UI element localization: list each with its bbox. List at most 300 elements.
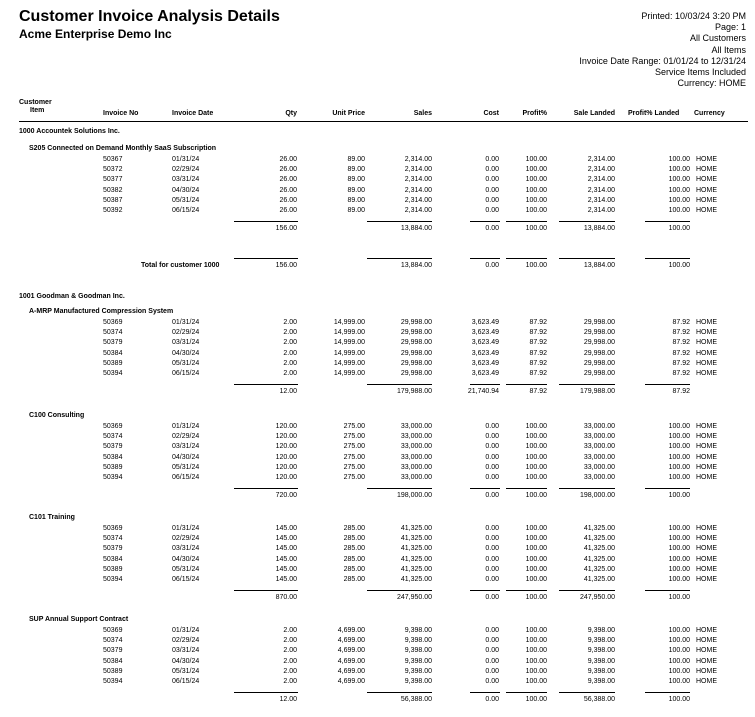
row-unit-price: 285.00 <box>343 556 365 563</box>
row-profit-pct: 100.00 <box>525 668 547 675</box>
row-profit-landed: 100.00 <box>668 443 690 450</box>
item-total-underline <box>470 488 500 489</box>
row-sales: 29,998.00 <box>400 370 432 377</box>
item-total-underline <box>470 692 500 693</box>
row-unit-price: 89.00 <box>347 166 365 173</box>
row-profit-pct: 87.92 <box>529 370 547 377</box>
row-sale-landed: 33,000.00 <box>583 474 615 481</box>
row-currency: HOME <box>696 556 717 563</box>
row-qty: 26.00 <box>279 207 297 214</box>
row-invoice-date: 01/31/24 <box>172 627 200 634</box>
row-invoice-no: 50384 <box>103 556 123 563</box>
item-name: SUP Annual Support Contract <box>29 616 129 623</box>
row-sales: 33,000.00 <box>400 474 432 481</box>
row-profit-landed: 100.00 <box>668 658 690 665</box>
row-invoice-date: 01/31/24 <box>172 319 200 326</box>
row-qty: 26.00 <box>279 166 297 173</box>
row-unit-price: 275.00 <box>343 433 365 440</box>
customer-total-profit-pct: 100.00 <box>525 262 547 269</box>
row-currency: HOME <box>696 576 717 583</box>
row-cost: 3,623.49 <box>471 370 499 377</box>
row-qty: 145.00 <box>275 556 297 563</box>
item-total-sales: 13,884.00 <box>400 225 432 232</box>
row-unit-price: 89.00 <box>347 176 365 183</box>
item-total-underline <box>645 590 690 591</box>
row-cost: 0.00 <box>485 176 499 183</box>
row-cost: 0.00 <box>485 423 499 430</box>
row-currency: HOME <box>696 423 717 430</box>
row-unit-price: 14,999.00 <box>333 319 365 326</box>
col-invoice-date: Invoice Date <box>172 110 214 117</box>
row-profit-landed: 100.00 <box>668 566 690 573</box>
col-currency: Currency <box>694 110 725 117</box>
item-total-underline <box>470 221 500 222</box>
row-unit-price: 89.00 <box>347 197 365 204</box>
item-total-underline <box>367 488 432 489</box>
row-sale-landed: 33,000.00 <box>583 454 615 461</box>
row-profit-landed: 87.92 <box>672 319 690 326</box>
row-sale-landed: 9,398.00 <box>587 627 615 634</box>
row-sale-landed: 41,325.00 <box>583 556 615 563</box>
row-sales: 33,000.00 <box>400 464 432 471</box>
row-unit-price: 275.00 <box>343 423 365 430</box>
item-total-qty: 12.00 <box>279 388 297 395</box>
currency-label: Currency: HOME <box>677 78 746 89</box>
row-invoice-no: 50374 <box>103 535 123 542</box>
row-sales: 2,314.00 <box>404 197 432 204</box>
item-total-underline <box>367 590 432 591</box>
item-total-underline <box>645 221 690 222</box>
item-total-profit-pct: 87.92 <box>529 388 547 395</box>
customer-name: 1001 Goodman & Goodman Inc. <box>19 293 125 300</box>
row-profit-landed: 100.00 <box>668 156 690 163</box>
row-unit-price: 285.00 <box>343 545 365 552</box>
date-range: Invoice Date Range: 01/01/24 to 12/31/24 <box>579 55 746 66</box>
row-invoice-no: 50389 <box>103 464 123 471</box>
row-cost: 0.00 <box>485 433 499 440</box>
row-invoice-date: 02/29/24 <box>172 535 200 542</box>
row-unit-price: 4,699.00 <box>337 658 365 665</box>
row-invoice-no: 50392 <box>103 207 123 214</box>
item-total-qty: 12.00 <box>279 696 297 703</box>
item-total-sale-landed: 247,950.00 <box>579 594 615 601</box>
row-invoice-date: 04/30/24 <box>172 187 200 194</box>
row-currency: HOME <box>696 350 717 357</box>
row-sales: 33,000.00 <box>400 423 432 430</box>
row-currency: HOME <box>696 668 717 675</box>
items-filter: All Items <box>711 44 746 55</box>
row-invoice-date: 06/15/24 <box>172 207 200 214</box>
row-profit-landed: 87.92 <box>672 350 690 357</box>
row-qty: 145.00 <box>275 545 297 552</box>
row-invoice-no: 50379 <box>103 545 123 552</box>
row-currency: HOME <box>696 187 717 194</box>
row-unit-price: 4,699.00 <box>337 678 365 685</box>
row-currency: HOME <box>696 658 717 665</box>
item-total-underline <box>234 384 298 385</box>
item-total-profit-landed: 100.00 <box>668 225 690 232</box>
row-sales: 9,398.00 <box>404 668 432 675</box>
item-total-qty: 156.00 <box>275 225 297 232</box>
row-profit-pct: 100.00 <box>525 647 547 654</box>
row-profit-landed: 100.00 <box>668 576 690 583</box>
row-invoice-no: 50367 <box>103 156 123 163</box>
row-sales: 29,998.00 <box>400 350 432 357</box>
row-cost: 0.00 <box>485 627 499 634</box>
item-total-profit-pct: 100.00 <box>525 696 547 703</box>
item-total-underline <box>470 384 500 385</box>
item-total-cost: 0.00 <box>485 594 499 601</box>
row-profit-landed: 100.00 <box>668 474 690 481</box>
row-invoice-no: 50389 <box>103 360 123 367</box>
row-profit-pct: 100.00 <box>525 454 547 461</box>
item-total-underline <box>559 692 615 693</box>
row-currency: HOME <box>696 156 717 163</box>
row-invoice-date: 01/31/24 <box>172 156 200 163</box>
row-invoice-date: 03/31/24 <box>172 443 200 450</box>
row-qty: 26.00 <box>279 197 297 204</box>
row-cost: 0.00 <box>485 658 499 665</box>
row-sales: 2,314.00 <box>404 187 432 194</box>
row-qty: 2.00 <box>283 678 297 685</box>
row-currency: HOME <box>696 176 717 183</box>
item-total-underline <box>234 221 298 222</box>
row-unit-price: 89.00 <box>347 156 365 163</box>
row-invoice-date: 06/15/24 <box>172 576 200 583</box>
row-invoice-no: 50389 <box>103 668 123 675</box>
item-total-underline <box>645 692 690 693</box>
row-cost: 0.00 <box>485 535 499 542</box>
customer-total-qty: 156.00 <box>275 262 297 269</box>
row-sale-landed: 29,998.00 <box>583 360 615 367</box>
row-qty: 2.00 <box>283 350 297 357</box>
row-cost: 3,623.49 <box>471 339 499 346</box>
row-sales: 33,000.00 <box>400 433 432 440</box>
row-sale-landed: 29,998.00 <box>583 339 615 346</box>
row-cost: 0.00 <box>485 443 499 450</box>
row-currency: HOME <box>696 637 717 644</box>
row-qty: 26.00 <box>279 156 297 163</box>
row-profit-pct: 100.00 <box>525 576 547 583</box>
row-sale-landed: 29,998.00 <box>583 370 615 377</box>
row-unit-price: 285.00 <box>343 566 365 573</box>
item-total-sales: 56,388.00 <box>400 696 432 703</box>
row-currency: HOME <box>696 166 717 173</box>
row-invoice-date: 03/31/24 <box>172 339 200 346</box>
row-unit-price: 4,699.00 <box>337 647 365 654</box>
item-name: A-MRP Manufactured Compression System <box>29 308 174 315</box>
row-cost: 0.00 <box>485 156 499 163</box>
row-cost: 3,623.49 <box>471 329 499 336</box>
row-invoice-no: 50379 <box>103 647 123 654</box>
row-sale-landed: 9,398.00 <box>587 658 615 665</box>
item-total-underline <box>367 221 432 222</box>
row-unit-price: 275.00 <box>343 474 365 481</box>
row-sales: 41,325.00 <box>400 576 432 583</box>
row-qty: 145.00 <box>275 535 297 542</box>
row-sale-landed: 41,325.00 <box>583 545 615 552</box>
item-name: S205 Connected on Demand Monthly SaaS Subscription <box>29 145 217 152</box>
item-total-cost: 0.00 <box>485 492 499 499</box>
row-qty: 145.00 <box>275 525 297 532</box>
row-qty: 145.00 <box>275 566 297 573</box>
item-total-profit-pct: 100.00 <box>525 594 547 601</box>
row-qty: 2.00 <box>283 637 297 644</box>
item-total-underline <box>506 488 547 489</box>
row-profit-pct: 100.00 <box>525 464 547 471</box>
row-profit-pct: 100.00 <box>525 176 547 183</box>
customer-name: 1000 Accountek Solutions Inc. <box>19 128 120 135</box>
row-sale-landed: 41,325.00 <box>583 525 615 532</box>
row-profit-pct: 100.00 <box>525 474 547 481</box>
row-invoice-no: 50374 <box>103 637 123 644</box>
row-profit-landed: 100.00 <box>668 423 690 430</box>
row-cost: 0.00 <box>485 166 499 173</box>
row-invoice-no: 50384 <box>103 350 123 357</box>
row-invoice-date: 03/31/24 <box>172 545 200 552</box>
row-invoice-no: 50394 <box>103 370 123 377</box>
col-customer-line2: Item <box>30 107 45 114</box>
row-sale-landed: 9,398.00 <box>587 678 615 685</box>
row-profit-landed: 87.92 <box>672 360 690 367</box>
item-total-underline <box>506 384 547 385</box>
customer-total-cost: 0.00 <box>485 262 499 269</box>
row-unit-price: 14,999.00 <box>333 339 365 346</box>
item-total-qty: 870.00 <box>275 594 297 601</box>
row-profit-pct: 87.92 <box>529 319 547 326</box>
row-qty: 120.00 <box>275 443 297 450</box>
row-sales: 29,998.00 <box>400 329 432 336</box>
row-currency: HOME <box>696 370 717 377</box>
row-cost: 0.00 <box>485 668 499 675</box>
col-profit-pct: Profit% <box>522 110 547 117</box>
customer-total-sale-landed: 13,884.00 <box>583 262 615 269</box>
item-total-underline <box>559 488 615 489</box>
row-qty: 2.00 <box>283 360 297 367</box>
item-total-qty: 720.00 <box>275 492 297 499</box>
row-invoice-no: 50387 <box>103 197 123 204</box>
customers-filter: All Customers <box>689 33 746 44</box>
row-unit-price: 89.00 <box>347 187 365 194</box>
row-invoice-date: 05/31/24 <box>172 566 200 573</box>
row-qty: 120.00 <box>275 464 297 471</box>
item-total-cost: 0.00 <box>485 696 499 703</box>
row-cost: 3,623.49 <box>471 360 499 367</box>
row-sales: 9,398.00 <box>404 678 432 685</box>
row-sales: 9,398.00 <box>404 637 432 644</box>
row-sales: 33,000.00 <box>400 454 432 461</box>
row-invoice-date: 02/29/24 <box>172 329 200 336</box>
item-name: C101 Training <box>29 514 75 521</box>
row-profit-pct: 100.00 <box>525 678 547 685</box>
row-invoice-date: 02/29/24 <box>172 637 200 644</box>
row-profit-landed: 87.92 <box>672 329 690 336</box>
row-invoice-date: 04/30/24 <box>172 658 200 665</box>
row-profit-pct: 87.92 <box>529 329 547 336</box>
row-sale-landed: 9,398.00 <box>587 637 615 644</box>
row-sales: 9,398.00 <box>404 627 432 634</box>
item-total-underline <box>367 384 432 385</box>
row-currency: HOME <box>696 454 717 461</box>
row-currency: HOME <box>696 360 717 367</box>
item-total-sale-landed: 56,388.00 <box>583 696 615 703</box>
col-profit-landed: Profit% Landed <box>628 110 680 117</box>
row-invoice-no: 50379 <box>103 443 123 450</box>
row-cost: 0.00 <box>485 545 499 552</box>
row-currency: HOME <box>696 464 717 471</box>
row-profit-landed: 100.00 <box>668 187 690 194</box>
row-cost: 0.00 <box>485 525 499 532</box>
row-profit-landed: 100.00 <box>668 166 690 173</box>
row-profit-pct: 100.00 <box>525 627 547 634</box>
row-qty: 26.00 <box>279 176 297 183</box>
item-total-underline <box>234 590 298 591</box>
row-unit-price: 4,699.00 <box>337 637 365 644</box>
row-sales: 41,325.00 <box>400 525 432 532</box>
item-total-profit-pct: 100.00 <box>525 225 547 232</box>
row-invoice-date: 04/30/24 <box>172 350 200 357</box>
row-sale-landed: 2,314.00 <box>587 187 615 194</box>
col-sale-landed: Sale Landed <box>573 110 615 117</box>
item-total-underline <box>234 692 298 693</box>
row-qty: 2.00 <box>283 329 297 336</box>
row-cost: 3,623.49 <box>471 350 499 357</box>
row-invoice-no: 50382 <box>103 187 123 194</box>
row-unit-price: 285.00 <box>343 576 365 583</box>
customer-total-underline <box>367 258 432 259</box>
row-invoice-no: 50372 <box>103 166 123 173</box>
row-profit-pct: 100.00 <box>525 566 547 573</box>
row-invoice-date: 03/31/24 <box>172 647 200 654</box>
row-sales: 29,998.00 <box>400 360 432 367</box>
row-currency: HOME <box>696 329 717 336</box>
row-profit-landed: 100.00 <box>668 647 690 654</box>
item-total-underline <box>559 590 615 591</box>
row-currency: HOME <box>696 474 717 481</box>
item-total-underline <box>506 590 547 591</box>
row-qty: 2.00 <box>283 319 297 326</box>
row-qty: 120.00 <box>275 423 297 430</box>
row-sales: 41,325.00 <box>400 566 432 573</box>
row-invoice-date: 06/15/24 <box>172 370 200 377</box>
row-sale-landed: 41,325.00 <box>583 566 615 573</box>
row-currency: HOME <box>696 545 717 552</box>
row-invoice-no: 50394 <box>103 678 123 685</box>
row-invoice-no: 50389 <box>103 566 123 573</box>
row-invoice-no: 50374 <box>103 433 123 440</box>
item-total-sale-landed: 179,988.00 <box>579 388 615 395</box>
company-name: Acme Enterprise Demo Inc <box>19 27 172 41</box>
col-customer-line1: Customer <box>19 99 52 106</box>
item-total-underline <box>367 692 432 693</box>
row-invoice-no: 50394 <box>103 576 123 583</box>
row-unit-price: 14,999.00 <box>333 350 365 357</box>
row-sale-landed: 33,000.00 <box>583 433 615 440</box>
row-qty: 145.00 <box>275 576 297 583</box>
row-profit-landed: 100.00 <box>668 207 690 214</box>
row-profit-pct: 100.00 <box>525 637 547 644</box>
row-profit-pct: 100.00 <box>525 207 547 214</box>
row-sale-landed: 41,325.00 <box>583 535 615 542</box>
row-qty: 120.00 <box>275 433 297 440</box>
item-total-underline <box>645 488 690 489</box>
row-sales: 33,000.00 <box>400 443 432 450</box>
row-invoice-date: 01/31/24 <box>172 525 200 532</box>
row-cost: 0.00 <box>485 647 499 654</box>
col-unit-price: Unit Price <box>332 110 365 117</box>
row-qty: 26.00 <box>279 187 297 194</box>
row-profit-pct: 100.00 <box>525 658 547 665</box>
col-cost: Cost <box>483 110 499 117</box>
row-qty: 2.00 <box>283 647 297 654</box>
row-invoice-date: 02/29/24 <box>172 433 200 440</box>
item-total-underline <box>234 488 298 489</box>
row-profit-landed: 100.00 <box>668 454 690 461</box>
item-total-sales: 179,988.00 <box>396 388 432 395</box>
row-currency: HOME <box>696 525 717 532</box>
row-profit-landed: 100.00 <box>668 433 690 440</box>
row-sales: 9,398.00 <box>404 658 432 665</box>
row-profit-landed: 100.00 <box>668 627 690 634</box>
row-profit-pct: 100.00 <box>525 187 547 194</box>
row-cost: 0.00 <box>485 474 499 481</box>
row-currency: HOME <box>696 678 717 685</box>
row-profit-pct: 100.00 <box>525 545 547 552</box>
customer-total-underline <box>506 258 547 259</box>
row-cost: 0.00 <box>485 556 499 563</box>
row-invoice-no: 50369 <box>103 423 123 430</box>
page-number: Page: 1 <box>714 22 746 33</box>
row-invoice-date: 03/31/24 <box>172 176 200 183</box>
row-invoice-date: 05/31/24 <box>172 668 200 675</box>
row-invoice-no: 50384 <box>103 454 123 461</box>
row-currency: HOME <box>696 197 717 204</box>
row-sales: 29,998.00 <box>400 339 432 346</box>
row-qty: 120.00 <box>275 474 297 481</box>
customer-total-underline <box>645 258 690 259</box>
row-sales: 29,998.00 <box>400 319 432 326</box>
col-sales: Sales <box>413 110 432 117</box>
row-qty: 2.00 <box>283 339 297 346</box>
row-profit-pct: 100.00 <box>525 443 547 450</box>
row-currency: HOME <box>696 566 717 573</box>
row-cost: 0.00 <box>485 464 499 471</box>
item-total-sales: 247,950.00 <box>396 594 432 601</box>
row-profit-landed: 100.00 <box>668 678 690 685</box>
row-profit-pct: 100.00 <box>525 166 547 173</box>
row-cost: 0.00 <box>485 207 499 214</box>
row-profit-landed: 87.92 <box>672 370 690 377</box>
row-unit-price: 275.00 <box>343 454 365 461</box>
row-profit-pct: 100.00 <box>525 156 547 163</box>
row-unit-price: 89.00 <box>347 207 365 214</box>
row-sale-landed: 41,325.00 <box>583 576 615 583</box>
row-sale-landed: 2,314.00 <box>587 197 615 204</box>
customer-total-profit-landed: 100.00 <box>668 262 690 269</box>
item-total-cost: 21,740.94 <box>467 388 499 395</box>
item-total-profit-pct: 100.00 <box>525 492 547 499</box>
row-invoice-date: 04/30/24 <box>172 556 200 563</box>
row-profit-pct: 100.00 <box>525 423 547 430</box>
row-profit-landed: 100.00 <box>668 545 690 552</box>
row-sales: 9,398.00 <box>404 647 432 654</box>
row-profit-landed: 100.00 <box>668 197 690 204</box>
customer-total-sales: 13,884.00 <box>400 262 432 269</box>
row-invoice-date: 05/31/24 <box>172 360 200 367</box>
row-profit-pct: 100.00 <box>525 433 547 440</box>
item-total-sales: 198,000.00 <box>396 492 432 499</box>
row-cost: 0.00 <box>485 566 499 573</box>
